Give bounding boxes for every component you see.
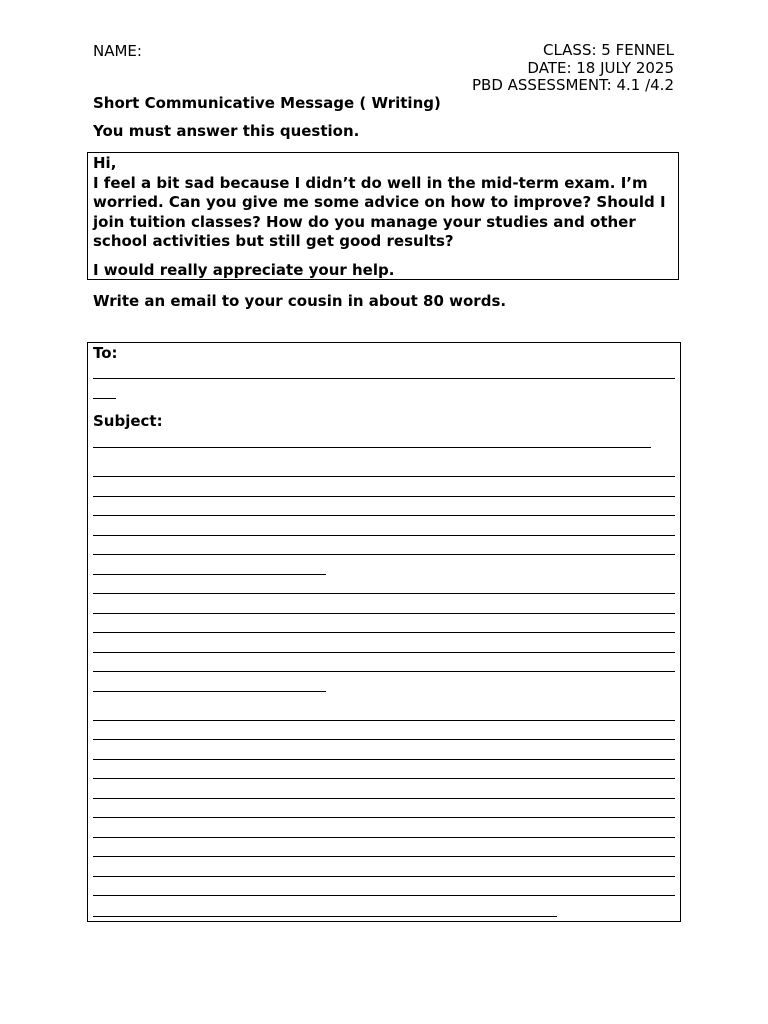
writing-line[interactable] bbox=[93, 496, 675, 497]
writing-line-short[interactable] bbox=[93, 691, 326, 692]
prompt-body: I feel a bit sad because I didn’t do well in the mid-term exam. I’m worried. Can you give me some advice on how to improve? Should I join tuition classes? How do you manage your studies and other school activities but still get good results? bbox=[93, 173, 666, 250]
writing-line[interactable] bbox=[93, 535, 675, 536]
to-line-wrap[interactable] bbox=[93, 398, 116, 399]
writing-line[interactable] bbox=[93, 515, 675, 516]
writing-line[interactable] bbox=[93, 671, 675, 672]
assessment-label: PBD ASSESSMENT: 4.1 /4.2 bbox=[472, 76, 674, 94]
writing-line-short[interactable] bbox=[93, 574, 326, 575]
subject-line[interactable] bbox=[93, 447, 651, 448]
section-title: Short Communicative Message ( Writing) bbox=[93, 94, 441, 112]
writing-line[interactable] bbox=[93, 720, 675, 721]
writing-line[interactable] bbox=[93, 759, 675, 760]
writing-line[interactable] bbox=[93, 652, 675, 653]
writing-line[interactable] bbox=[93, 554, 675, 555]
prompt-greeting: Hi, bbox=[93, 154, 117, 172]
to-line[interactable] bbox=[93, 378, 675, 379]
instruction-text: You must answer this question. bbox=[93, 122, 360, 140]
writing-line[interactable] bbox=[93, 613, 675, 614]
writing-line[interactable] bbox=[93, 837, 675, 838]
answer-box[interactable] bbox=[87, 342, 681, 922]
header-info bbox=[472, 42, 674, 95]
date-label: DATE: 18 JULY 2025 bbox=[527, 58, 674, 77]
writing-line[interactable] bbox=[93, 895, 675, 896]
writing-line[interactable] bbox=[93, 778, 675, 779]
prompt-box bbox=[87, 152, 679, 280]
writing-line[interactable] bbox=[93, 476, 675, 477]
name-label: NAME: bbox=[93, 42, 142, 60]
writing-line[interactable] bbox=[93, 739, 675, 740]
writing-line-final[interactable] bbox=[93, 916, 557, 917]
writing-line[interactable] bbox=[93, 817, 675, 818]
prompt-closing: I would really appreciate your help. bbox=[93, 260, 395, 279]
writing-line[interactable] bbox=[93, 632, 675, 633]
writing-line[interactable] bbox=[93, 876, 675, 877]
writing-line[interactable] bbox=[93, 593, 675, 594]
class-label: CLASS: 5 FENNEL bbox=[543, 41, 674, 59]
writing-line[interactable] bbox=[93, 856, 675, 857]
to-label: To: bbox=[93, 344, 118, 362]
subject-label: Subject: bbox=[93, 412, 163, 430]
writing-line[interactable] bbox=[93, 798, 675, 799]
task-text: Write an email to your cousin in about 80 words. bbox=[93, 292, 507, 310]
